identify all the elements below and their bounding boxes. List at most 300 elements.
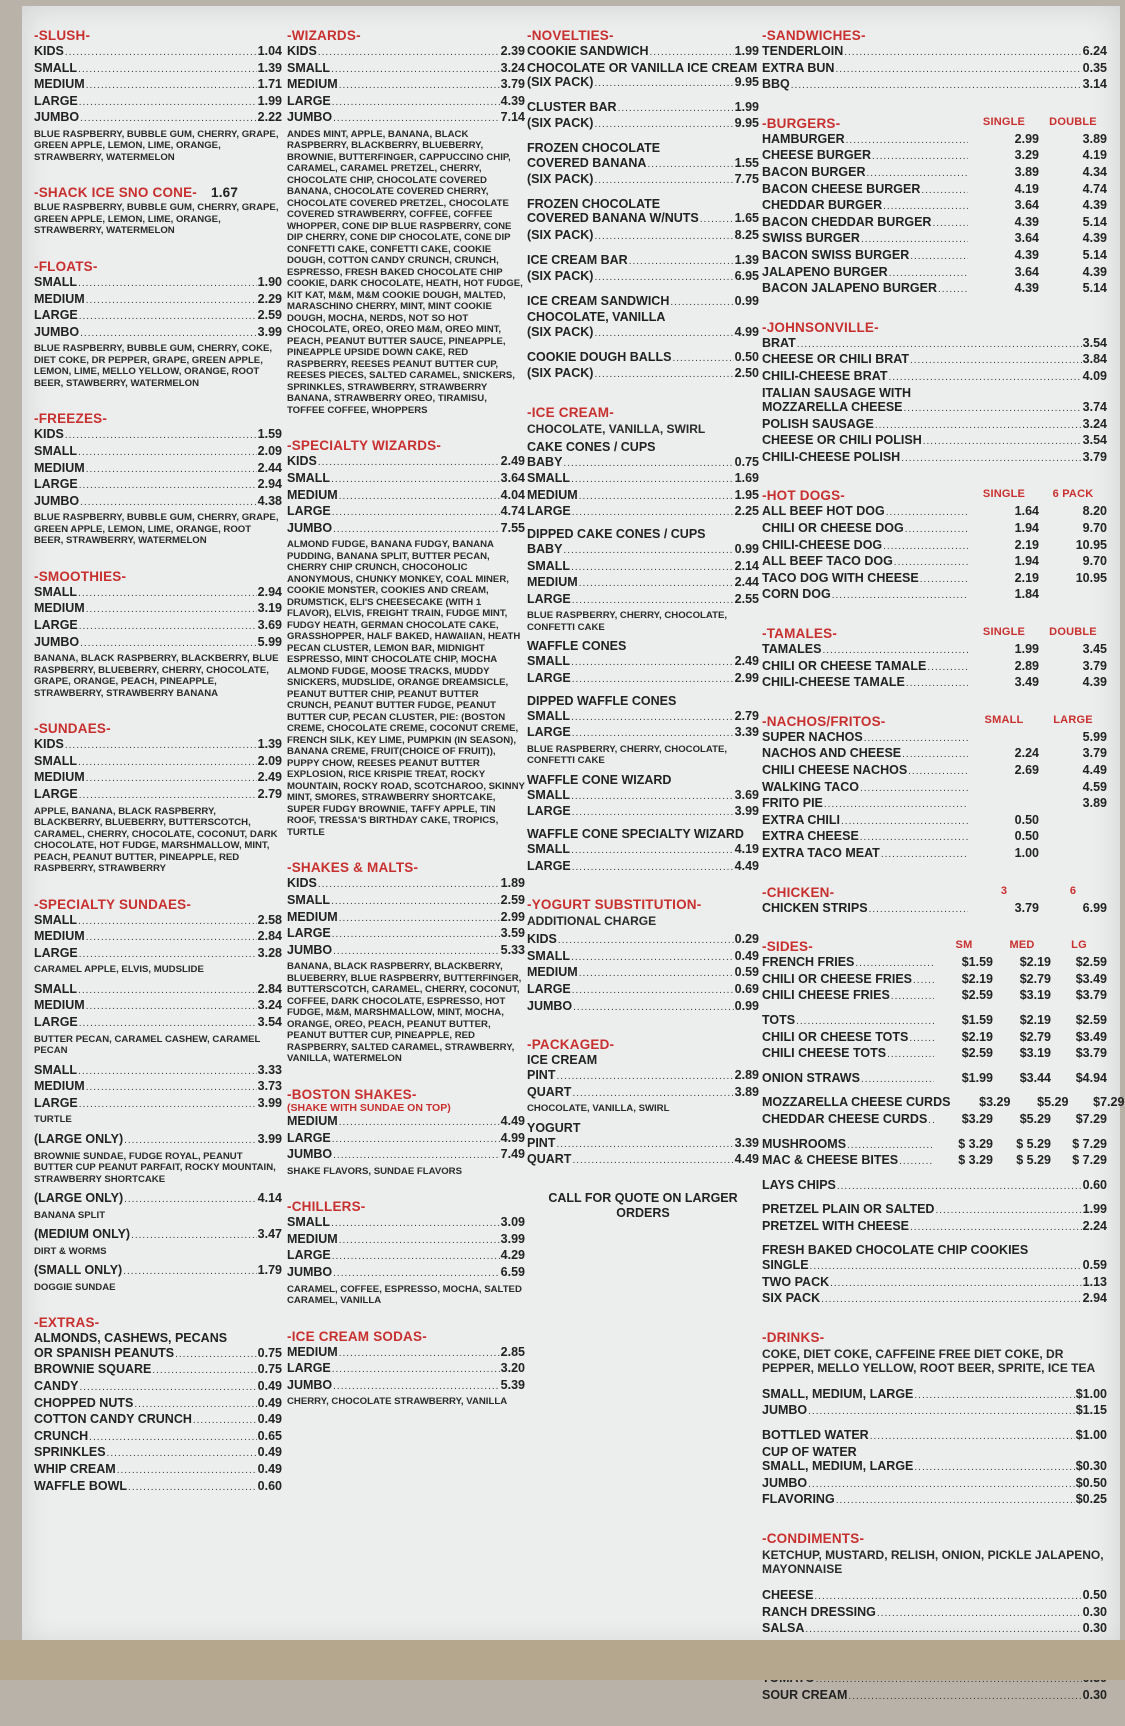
section-sodas	[287, 1329, 525, 1408]
leader-dots	[836, 1494, 1075, 1509]
menu-row	[34, 461, 282, 478]
menu-row	[762, 642, 1107, 659]
flavor-list: TURTLE	[34, 1114, 72, 1126]
group-heading: WAFFLE CONE WIZARD	[527, 772, 672, 787]
leader-dots	[128, 1481, 257, 1496]
item-price: 3.99	[257, 1131, 282, 1146]
menu-row	[762, 1063, 1107, 1071]
leader-dots	[572, 594, 734, 609]
item-price: 2.49	[257, 770, 282, 785]
item-price: $2.79	[1019, 1029, 1051, 1044]
leader-dots	[821, 1293, 1082, 1308]
item-price: $ 5.29	[1016, 1136, 1051, 1151]
menu-row	[762, 1005, 1107, 1013]
leader-dots	[80, 496, 257, 511]
item-name: CHEESE BURGER	[762, 148, 872, 163]
leader-dots	[333, 112, 500, 127]
leader-dots	[881, 848, 968, 863]
menu-row	[287, 1361, 525, 1378]
item-price: $1.15	[1075, 1403, 1107, 1418]
item-price: $1.00	[1075, 1428, 1107, 1443]
item-price: 0.69	[734, 981, 759, 996]
section-title	[527, 1037, 759, 1052]
section-title-text: -CHILLERS-	[287, 1199, 366, 1215]
item-price: 3.64	[1014, 231, 1039, 246]
menu-row	[762, 1030, 1107, 1047]
item-name: WHIP CREAM	[34, 1462, 116, 1477]
item-price: $2.59	[961, 988, 993, 1003]
leader-dots	[332, 928, 500, 943]
flavor-list: BLUE RASPBERRY, CHERRY, CHOCOLATE, CONFETTI CAKE	[527, 610, 728, 633]
item-price: 2.49	[734, 654, 759, 669]
item-price: 1.99	[1082, 1202, 1107, 1217]
item-price: 1.13	[1082, 1274, 1107, 1289]
section-shakes	[287, 860, 525, 1064]
item-name: KIDS	[287, 876, 317, 891]
menu-row	[762, 1095, 1125, 1112]
leader-dots	[861, 233, 968, 248]
leader-dots	[124, 1193, 257, 1208]
leader-dots	[333, 1380, 500, 1395]
leader-dots	[86, 1000, 257, 1015]
item-name: MEDIUM	[34, 460, 85, 475]
section-freezes	[34, 411, 282, 546]
item-price: 0.99	[734, 293, 759, 308]
item-name: MOZZARELLA CHEESE CURDS	[762, 1095, 951, 1110]
menu-row	[34, 754, 282, 771]
menu-row	[287, 910, 525, 927]
menu-row	[762, 400, 1107, 417]
leader-dots	[847, 1139, 934, 1154]
leader-dots	[823, 644, 969, 659]
menu-row	[762, 231, 1107, 248]
section-extras	[34, 1315, 282, 1495]
leader-dots	[86, 931, 257, 946]
item-price: $3.44	[1019, 1070, 1051, 1085]
menu-row	[527, 592, 759, 609]
item-name: RANCH DRESSING	[762, 1604, 876, 1619]
item-price: 2.55	[734, 591, 759, 606]
item-name: PRETZEL WITH CHEESE	[762, 1218, 910, 1233]
menu-row	[527, 842, 759, 859]
item-name: LARGE	[287, 1361, 331, 1376]
item-name: SMALL	[287, 471, 331, 486]
section-slush	[34, 28, 282, 163]
item-name: QUART	[527, 1152, 572, 1167]
item-price: $2.19	[1019, 955, 1051, 970]
item-group	[527, 527, 759, 633]
item-name: COOKIE DOUGH BALLS	[527, 349, 672, 364]
leader-dots	[594, 77, 733, 92]
item-price: $7.29	[1093, 1095, 1125, 1110]
menu-row	[527, 141, 759, 156]
item-price: $2.19	[1019, 1012, 1051, 1027]
section-subtitle: KETCHUP, MUSTARD, RELISH, ONION, PICKLE JALAPENO, MAYONNAISE	[762, 1548, 1104, 1576]
item-price: 1.39	[257, 737, 282, 752]
menu-row	[527, 75, 759, 92]
section-title	[762, 714, 1107, 729]
menu-row	[762, 1588, 1107, 1605]
item-name: BACON SWISS BURGER	[762, 247, 910, 262]
item-name: FRITO PIE	[762, 796, 823, 811]
section-burgers	[762, 116, 1107, 298]
item-name: QUART	[527, 1084, 572, 1099]
item-name: LARGE	[527, 504, 571, 519]
item-price: 0.50	[1014, 829, 1039, 844]
menu-row	[762, 386, 1107, 401]
item-name: BACON JALAPENO BURGER	[762, 281, 938, 296]
item-price: 2.19	[1014, 537, 1039, 552]
menu-row	[34, 601, 282, 618]
item-price: 1.99	[734, 44, 759, 58]
item-group	[527, 440, 759, 521]
item-name: CHEDDAR BURGER	[762, 198, 883, 213]
item-price: 3.89	[1082, 131, 1107, 146]
item-name: MEDIUM	[527, 487, 578, 502]
item-price: 2.94	[257, 584, 282, 599]
column-headers	[969, 885, 1107, 897]
item-name: WALKING TACO	[762, 779, 859, 794]
flavor-list: BUTTER PECAN, CARAMEL CASHEW, CARAMEL PECAN	[34, 1033, 261, 1057]
item-price: 9.95	[734, 116, 759, 131]
section-title	[34, 28, 282, 43]
section-title-text: -PACKAGED-	[527, 1037, 615, 1053]
item-name: MOZZARELLA CHEESE	[762, 400, 903, 415]
leader-dots	[571, 656, 734, 671]
item-name: COOKIE SANDWICH	[527, 44, 649, 58]
column-header: SINGLE	[982, 115, 1026, 128]
menu-row	[287, 110, 525, 127]
leader-dots	[844, 46, 1081, 61]
item-name: JUMBO	[34, 324, 80, 339]
menu-row	[762, 352, 1107, 369]
item-price: 2.24	[1014, 746, 1039, 761]
item-name: JUMBO	[287, 520, 333, 535]
leader-dots	[814, 1590, 1081, 1605]
leader-dots	[131, 1229, 257, 1244]
item-name: PRETZEL PLAIN OR SALTED	[762, 1202, 935, 1217]
leader-dots	[572, 727, 734, 742]
item-price: 0.65	[257, 1428, 282, 1443]
item-group	[34, 1227, 282, 1257]
section-sundaes	[34, 721, 282, 874]
menu-row	[34, 1227, 282, 1244]
item-name: LARGE	[34, 1015, 78, 1030]
leader-dots	[572, 984, 734, 999]
leader-dots	[894, 556, 968, 571]
item-price: 2.99	[1014, 131, 1039, 146]
item-price: $ 7.29	[1072, 1136, 1107, 1151]
menu-row	[34, 427, 282, 444]
flavor-list: BROWNIE SUNDAE, FUDGE ROYAL, PEANUT BUTTER CUP PEANUT PARFAIT, ROCKY MOUNTAIN, STRAWBERRY SHORTCAKE	[34, 1150, 276, 1185]
leader-dots	[899, 1155, 934, 1170]
column-header: MED	[1009, 939, 1035, 952]
leader-dots	[86, 79, 257, 94]
leader-dots	[571, 844, 734, 859]
menu-row	[762, 1178, 1107, 1195]
menu-row	[34, 913, 282, 930]
leader-dots	[571, 951, 734, 966]
menu-row	[762, 1445, 1107, 1460]
item-name: EXTRA CHEESE	[762, 829, 859, 844]
item-name: SMALL	[34, 274, 78, 289]
section-title-text: -JOHNSONVILLE-	[762, 319, 879, 335]
leader-dots	[556, 1138, 733, 1153]
item-price: 4.39	[1082, 231, 1107, 246]
section-title	[34, 721, 282, 736]
item-price: 2.44	[734, 575, 759, 590]
leader-dots	[594, 271, 733, 286]
item-price: $ 5.29	[1016, 1153, 1051, 1168]
item-price: 2.44	[257, 460, 282, 475]
menu-row	[287, 943, 525, 960]
item-price: 2.59	[500, 893, 525, 908]
leader-dots	[860, 782, 968, 797]
menu-row	[527, 342, 759, 350]
leader-dots	[332, 1133, 500, 1148]
item-price: 4.49	[500, 1113, 525, 1128]
item-name: ALL BEEF HOT DOG	[762, 504, 885, 519]
item-group	[34, 913, 282, 976]
item-name: CHOPPED NUTS	[34, 1395, 134, 1410]
column-header: LARGE	[1053, 713, 1093, 726]
item-price: 3.79	[1082, 746, 1107, 761]
menu-row	[527, 286, 759, 294]
menu-row	[527, 350, 759, 367]
item-name: KIDS	[287, 44, 317, 58]
menu-row	[762, 1219, 1107, 1236]
column-header: DOUBLE	[1049, 626, 1097, 639]
section-title-text: -SHACK ICE SNO CONE-	[34, 185, 198, 201]
menu-row	[287, 44, 525, 61]
leader-dots	[86, 603, 257, 618]
item-price: 0.59	[734, 965, 759, 980]
item-price: 2.99	[734, 671, 759, 686]
leader-dots	[877, 1607, 1082, 1622]
section-title-text: -BOSTON SHAKES-	[287, 1086, 417, 1102]
menu-row	[762, 988, 1107, 1005]
item-price: 3.54	[1082, 335, 1107, 350]
item-price: 3.99	[257, 1095, 282, 1110]
section-title	[762, 1330, 1107, 1345]
item-price: 2.25	[734, 504, 759, 519]
item-price: 3.79	[1082, 658, 1107, 673]
item-price: $2.59	[1075, 955, 1107, 970]
menu-row	[762, 1621, 1107, 1638]
column-headers	[969, 626, 1107, 638]
item-price: 0.49	[257, 1445, 282, 1460]
item-price: 9.95	[734, 75, 759, 90]
item-name: LARGE	[527, 804, 571, 819]
leader-dots	[923, 435, 1082, 450]
menu-row	[34, 1331, 282, 1346]
leader-dots	[339, 79, 500, 94]
menu-row	[287, 893, 525, 910]
menu-row	[762, 829, 1107, 846]
item-name: KIDS	[34, 427, 64, 442]
item-name: CLUSTER BAR	[527, 99, 617, 114]
leader-dots	[152, 1364, 256, 1379]
item-price: 0.50	[734, 349, 759, 364]
item-price: 4.29	[500, 1248, 525, 1263]
item-price: $3.49	[1075, 971, 1107, 986]
section-title	[34, 1315, 282, 1330]
item-price: 3.45	[1082, 642, 1107, 657]
item-price: 1.90	[257, 274, 282, 289]
leader-dots	[579, 967, 734, 982]
section-title	[762, 626, 1107, 641]
menu-row	[34, 1132, 282, 1149]
leader-dots	[331, 473, 500, 488]
item-price: 5.33	[500, 942, 525, 957]
item-name: BRAT	[762, 335, 796, 350]
item-price: 4.19	[734, 842, 759, 856]
leader-dots	[935, 1204, 1081, 1219]
leader-dots	[579, 490, 734, 505]
item-price: 3.39	[734, 1135, 759, 1150]
flavor-list: SHAKE FLAVORS, SUNDAE FLAVORS	[287, 1165, 463, 1177]
menu-row	[527, 788, 759, 805]
menu-row	[287, 1265, 525, 1282]
item-price: 2.49	[500, 454, 525, 469]
menu-row	[34, 1445, 282, 1462]
item-name: PINT	[527, 1068, 556, 1083]
item-name: MEDIUM	[287, 487, 338, 502]
section-title	[34, 897, 282, 912]
menu-row	[762, 659, 1107, 676]
item-price: 3.54	[1082, 433, 1107, 448]
flavor-list: CHERRY, CHOCOLATE STRAWBERRY, VANILLA	[287, 1396, 508, 1408]
item-name: CHICKEN STRIPS	[762, 900, 868, 915]
item-price: 0.60	[257, 1478, 282, 1493]
item-price: $ 7.29	[1072, 1153, 1107, 1168]
item-name: SMALL	[34, 443, 78, 458]
item-price: 1.89	[500, 876, 525, 891]
menu-row	[762, 1476, 1107, 1493]
item-price: 0.49	[257, 1412, 282, 1427]
menu-row	[527, 228, 759, 245]
item-name: CORN DOG	[762, 587, 831, 602]
menu-row	[287, 1114, 525, 1131]
item-name: ALL BEEF TACO DOG	[762, 554, 893, 569]
item-price: 3.20	[500, 1361, 525, 1376]
section-title	[287, 1087, 525, 1102]
item-name: SMALL	[287, 893, 331, 908]
item-price: $5.29	[1037, 1095, 1069, 1110]
item-name: LARGE	[527, 725, 571, 740]
leader-dots	[78, 63, 257, 78]
menu-row	[527, 965, 759, 982]
leader-dots	[563, 457, 733, 472]
leader-dots	[78, 587, 257, 602]
item-price: 3.69	[734, 787, 759, 802]
item-name: SIX PACK	[762, 1291, 821, 1306]
flavor-list: CHOCOLATE, VANILLA, SWIRL	[527, 1103, 670, 1115]
menu-row	[34, 982, 282, 999]
leader-dots	[866, 167, 968, 182]
item-name: CUP OF WATER	[762, 1444, 857, 1459]
item-name: CHEESE OR CHILI POLISH	[762, 433, 922, 448]
menu-row	[34, 1379, 282, 1396]
section-title-text: -WIZARDS-	[287, 28, 361, 43]
item-name: LAYS CHIPS	[762, 1177, 836, 1192]
leader-dots	[333, 945, 500, 960]
menu-row	[762, 1071, 1107, 1088]
floor-background	[0, 1640, 1125, 1680]
section-title	[287, 1199, 525, 1214]
item-name: (SMALL ONLY)	[34, 1263, 123, 1278]
leader-dots	[594, 368, 733, 383]
leader-dots	[902, 748, 968, 763]
leader-dots	[318, 456, 500, 471]
item-price: $5.29	[1019, 1111, 1051, 1126]
section-boston	[287, 1087, 525, 1177]
leader-dots	[921, 184, 968, 199]
item-price: 1.71	[257, 77, 282, 92]
item-price: 5.14	[1082, 214, 1107, 229]
item-price: $1.00	[1075, 1386, 1107, 1401]
menu-row	[287, 1147, 525, 1164]
item-name: LARGE	[287, 93, 331, 108]
item-name: LARGE	[34, 945, 78, 960]
item-name: MEDIUM	[527, 575, 578, 590]
leader-dots	[80, 112, 257, 127]
menu-row	[34, 1462, 282, 1479]
menu-row	[527, 211, 759, 228]
leader-dots	[846, 134, 968, 149]
item-name: FRESH BAKED CHOCOLATE CHIP COOKIES	[762, 1243, 1029, 1258]
menu-row	[34, 1191, 282, 1208]
menu-row	[527, 982, 759, 999]
flavor-list: DOGGIE SUNDAE	[34, 1281, 116, 1293]
section-subtitle: COKE, DIET COKE, CAFFEINE FREE DIET COKE, DR PEPPER, MELLO YELLOW, ROOT BEER, SPRITE, ICE TEA	[762, 1346, 1096, 1375]
flavor-list: ALMOND FUDGE, BANANA FUDGY, BANANA PUDDING, BANANA SPLIT, BUTTER PECAN, CHERRY CHIP CRUNCH, CHOCOHOLIC ANONYMOUS, CHUNKY MONKEY, COAL MINER, COOKIE MONSTER, COOKIES AND CREAM, DRUMSTICK, ELI'S CHEESECAKE (WITH 1 FLAVOR), ELVIS, FREIGHT TRAIN, FUDGE MINT, FUDGY HEATH, GERMAN CHOCOLATE CAKE, GRASSHOPPER, HALF BAKED, HAWAIIAN, HEATH PECAN CLUSTER, LEMON BAR, MIDNIGHT ESPRESSO, MINT CHOCOLATE CHIP, MOCHA ALMOND FUDGE, MOOSE TRACKS, MUDDY SNICKERS, MUDSLIDE, ORANGE DREAMSICLE, PEANUT BUTTER CHIP, PEANUT BUTTER CRUNCH, PEANUT BUTTER FUDGE, PEANUT BUTTER CUP, PECAN CLUSTER, PIE: (BOSTON CREME, CHOCOLATE CREME, COCONUT CREME, FRENCH SILK, KEY LIME, PUMPKIN (IN SEASON), BANANA CREME, FRUIT(CHOICE OF FRUIT)), PUPPY CHOW, REESES PEANUT BUTTER EXPLOSION, RICE KRISPIE TREAT, ROCKY MOUNTAIN, ROCKY ROAD, SCOTCHAROO, SKINNY MINT, SMORES, STRAWBERRY SHORTCAKE, SUPER FUDGY BROWNIE, TAFFY APPLE, TIN ROOF, TRESSA'S BIRTHDAY CAKE, TROPICS, TURTLE	[287, 539, 525, 838]
item-name: OR SPANISH PEANUTS	[34, 1345, 175, 1360]
item-name: BOTTLED WATER	[762, 1428, 869, 1443]
item-name: SMALL	[287, 60, 331, 75]
leader-dots	[797, 338, 1082, 353]
item-price: 2.59	[257, 308, 282, 323]
section-title-text: -FREEZES-	[34, 411, 108, 427]
leader-dots	[86, 772, 257, 787]
menu-row	[34, 998, 282, 1015]
menu-row	[527, 488, 759, 505]
section-title-text: -SMOOTHIES-	[34, 568, 127, 584]
menu-row	[762, 1492, 1107, 1509]
item-name: CHOCOLATE OR VANILLA ICE CREAM	[527, 60, 758, 75]
menu-row	[762, 1379, 1107, 1387]
item-name: SMALL	[527, 708, 571, 723]
menu-row	[762, 1275, 1107, 1292]
menu-row	[34, 1263, 282, 1280]
menu-row	[34, 110, 282, 127]
item-price: 1.99	[734, 99, 759, 114]
item-price: 8.25	[734, 227, 759, 242]
menu-row	[34, 444, 282, 461]
item-price: 0.75	[257, 1362, 282, 1377]
item-price: 4.39	[1082, 198, 1107, 213]
item-name: SMALL	[287, 1215, 331, 1230]
leader-dots	[791, 79, 1082, 94]
item-name: JUMBO	[287, 110, 333, 125]
menu-board	[22, 6, 1125, 1702]
item-price: 6.24	[1082, 44, 1107, 58]
section-title	[34, 259, 282, 274]
leader-dots	[629, 255, 734, 270]
item-name: MEDIUM	[287, 77, 338, 92]
section-novelties	[527, 28, 759, 383]
item-name: SINGLE	[762, 1258, 809, 1273]
